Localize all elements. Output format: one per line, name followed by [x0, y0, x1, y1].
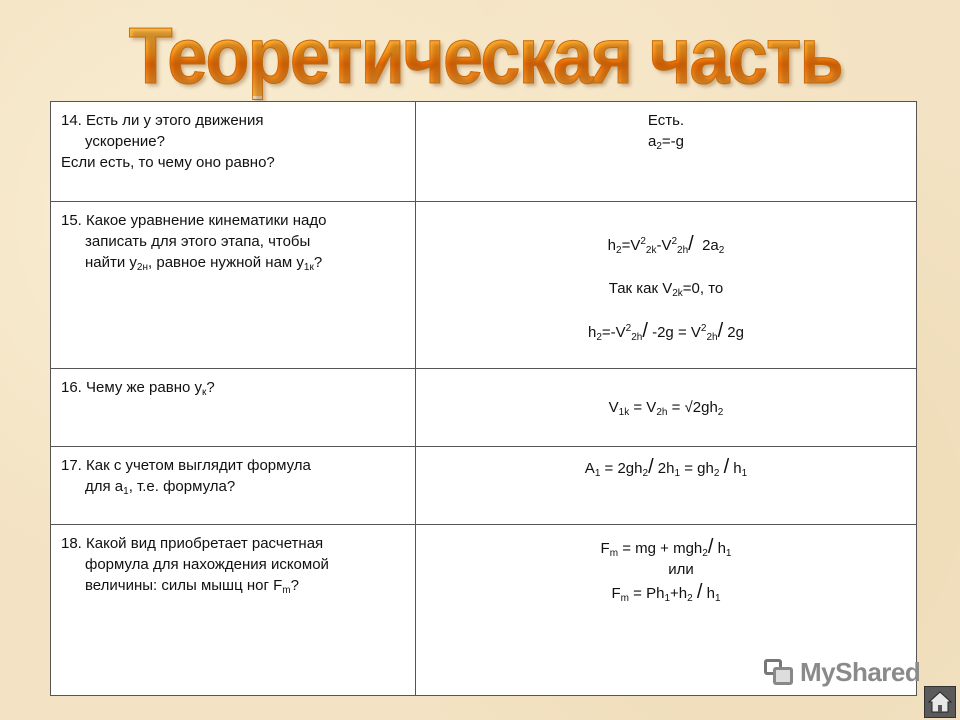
answer-cell: [416, 102, 917, 202]
slide-title-text: Теоретическая часть: [128, 11, 842, 100]
question-text: 17. Как с учетом выглядит формула: [61, 457, 311, 474]
question-text: 15. Какое уравнение кинематики надо: [61, 212, 327, 229]
question-text: величины: силы мышц ног $F_m$?: [85, 577, 299, 596]
answer-formula: $F_m$ = mg + mgh$_2$/ $h_1$: [600, 536, 732, 559]
question-text: ускорение?: [85, 133, 165, 150]
question-text: 16. Чему же равно $y_к$?: [61, 379, 215, 398]
answer-cell: [416, 447, 917, 525]
answer-cell: [416, 202, 917, 369]
table-row: [51, 102, 917, 202]
question-text: 14. Есть ли у этого движения: [61, 112, 264, 129]
slide-title: [40, 6, 930, 106]
question-text: найти $y_{2н}$, равное нужной нам $y_{1к}$?: [85, 254, 323, 273]
watermark-text: MyShared: [800, 656, 921, 687]
answer-formula: Так как $V_{2k}=0$, то: [608, 280, 724, 299]
answer-formula: $A_1 = 2gh_2/$ $2h_1 = gh_2 / h_1$: [584, 456, 748, 479]
myshared-logo-icon: [764, 659, 794, 685]
answer-text: или: [668, 561, 694, 578]
table-row: [51, 447, 917, 525]
answer-formula: $V_{1k} = V_{2h} = √2gh_2$: [608, 399, 724, 418]
question-text: для $a_1$, т.е. формула?: [85, 478, 236, 497]
question-text: Если есть, то чему оно равно?: [61, 154, 275, 171]
question-cell: [51, 202, 416, 369]
answer-formula: $h_2=-V^2_{2h}/$ $-2g = V^2_{2h}/$ 2g: [588, 320, 744, 343]
answer-formula: $a_2=-g$: [647, 133, 684, 152]
question-cell: [51, 447, 416, 525]
question-text: формула для нахождения искомой: [85, 556, 329, 573]
table-row: [51, 369, 917, 447]
myshared-watermark: [764, 652, 934, 692]
answer-formula: $h_2=V^2_{2k}-V^2_{2h}/$ $2a_2$: [607, 233, 725, 256]
question-text: записать для этого этапа, чтобы: [85, 233, 311, 250]
question-cell: [51, 525, 416, 696]
answer-text: Есть.: [647, 112, 685, 129]
table-row: [51, 202, 917, 369]
home-button[interactable]: [924, 686, 956, 718]
answer-formula: $F_m = Ph_1+h_2 / h_1$: [611, 581, 721, 604]
question-text: 18. Какой вид приобретает расчетная: [61, 535, 324, 552]
home-icon: [928, 691, 952, 713]
question-cell: [51, 369, 416, 447]
answer-cell: [416, 369, 917, 447]
question-cell: [51, 102, 416, 202]
qa-table: [50, 101, 917, 696]
